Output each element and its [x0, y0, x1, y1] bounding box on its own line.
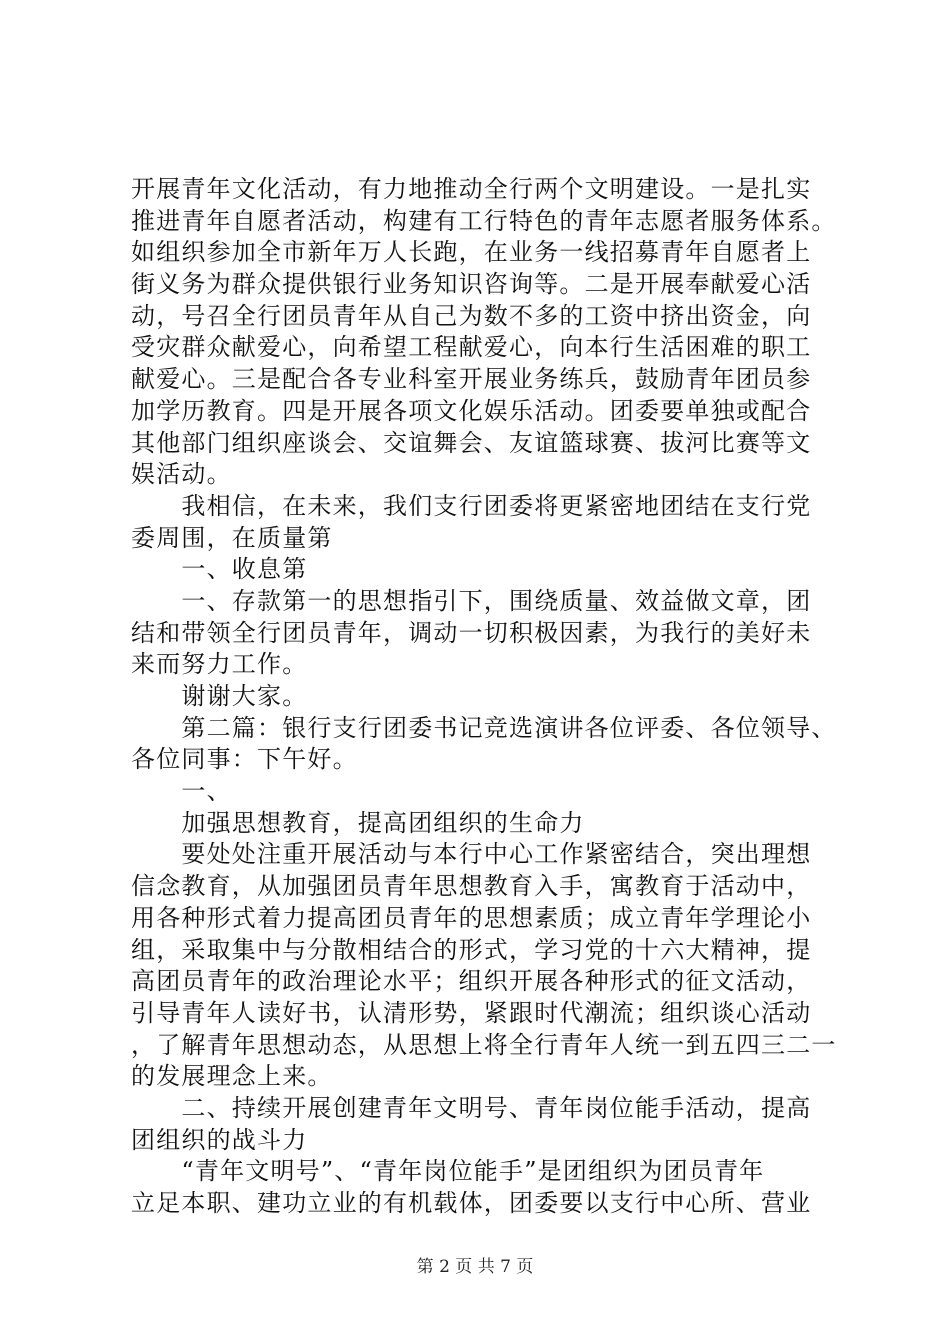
- text-line: 其他部门组织座谈会、交谊舞会、友谊篮球赛、拔河比赛等文: [131, 428, 812, 457]
- text-line: 娱活动。: [131, 460, 232, 489]
- text-line: 受灾群众献爱心，向希望工程献爱心，向本行生活困难的职工: [131, 333, 812, 362]
- text-line: 动，号召全行团员青年从自己为数不多的工资中挤出资金，向: [131, 301, 812, 330]
- text-line: 一、收息第: [131, 555, 308, 584]
- text-line: 献爱心。三是配合各专业科室开展业务练兵，鼓励青年团员参: [131, 365, 812, 394]
- page-number-footer: 第 2 页 共 7 页: [416, 1257, 534, 1277]
- text-line: 谢谢大家。: [131, 682, 308, 710]
- text-line: 加学历教育。四是开展各项文化娱乐活动。团委要单独或配合: [131, 396, 812, 425]
- text-line: ，了解青年思想动态，从思想上将全行青年人统一到五四三二一: [131, 1030, 837, 1059]
- text-line: 高团员青年的政治理论水平；组织开展各种形式的征文活动，: [131, 967, 812, 996]
- text-line: 如组织参加全市新年万人长跑，在业务一线招募青年自愿者上: [131, 238, 812, 267]
- text-line: 我相信，在未来，我们支行团委将更紧密地团结在支行党: [131, 491, 812, 520]
- text-line: 一、: [131, 777, 232, 806]
- text-line: 引导青年人读好书，认清形势，紧跟时代潮流；组织谈心活动: [131, 998, 812, 1027]
- text-line: 团组织的战斗力: [131, 1125, 308, 1154]
- text-line: 结和带领全行团员青年，调动一切积极因素，为我行的美好未: [131, 618, 812, 647]
- text-line: 委周围，在质量第: [131, 523, 333, 552]
- text-line: 第二篇：银行支行团委书记竞选演讲各位评委、各位领导、: [131, 713, 837, 742]
- text-line: 的发展理念上来。: [131, 1062, 333, 1091]
- text-line: 开展青年文化活动，有力地推动全行两个文明建设。一是扎实: [131, 175, 812, 203]
- text-line: 推进青年自愿者活动，构建有工行特色的青年志愿者服务体系。: [131, 206, 837, 235]
- section-heading: 加强思想教育，提高团组织的生命力: [131, 808, 585, 837]
- text-line: 用各种形式着力提高团员青年的思想素质；成立青年学理论小: [131, 903, 812, 932]
- text-line: 组，采取集中与分散相结合的形式，学习党的十六大精神，提: [131, 935, 812, 964]
- text-line: 来而努力工作。: [131, 650, 308, 679]
- text-line: 各位同事：下午好。: [131, 745, 358, 774]
- text-line: “青年文明号”、“青年岗位能手”是团组织为团员青年: [131, 1157, 765, 1186]
- text-line: 要处处注重开展活动与本行中心工作紧密结合，突出理想: [131, 840, 812, 869]
- text-line: 立足本职、建功立业的有机载体，团委要以支行中心所、营业: [131, 1189, 812, 1217]
- document-body: [131, 174, 837, 1220]
- text-line: 街义务为群众提供银行业务知识咨询等。二是开展奉献爱心活: [131, 270, 812, 299]
- text-line: 一、存款第一的思想指引下，围绕质量、效益做文章，团: [131, 586, 812, 615]
- section-heading: 二、持续开展创建青年文明号、青年岗位能手活动，提高: [131, 1093, 812, 1122]
- text-line: 信念教育，从加强团员青年思想教育入手，寓教育于活动中，: [131, 872, 812, 901]
